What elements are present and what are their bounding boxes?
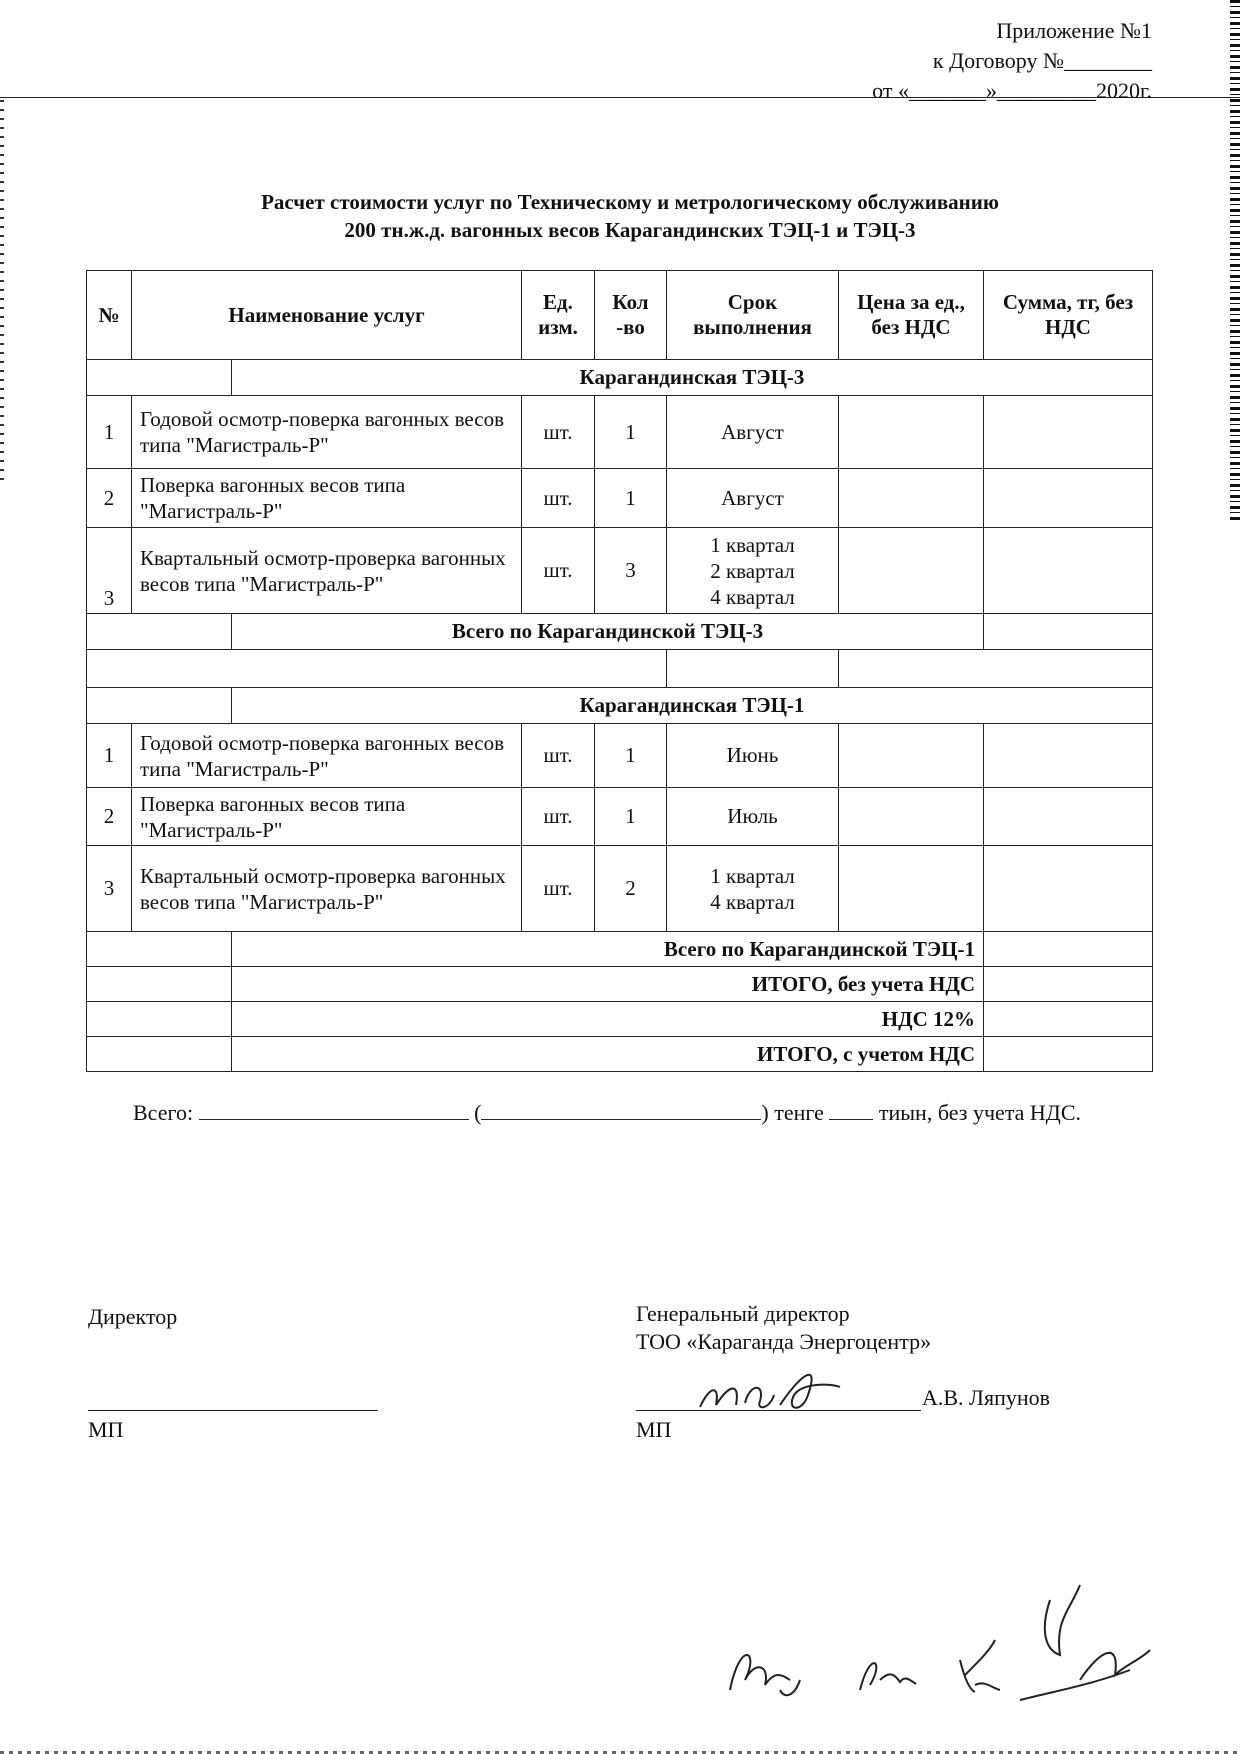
total-with-vat-label: ИТОГО, с учетом НДС — [232, 1037, 984, 1072]
header-term: Срок выполнения — [667, 271, 839, 360]
subtotal-row-tec3 — [87, 614, 1153, 650]
right-signatory-block — [636, 1300, 931, 1356]
row-num: 3 — [87, 846, 132, 932]
row-service-name: Поверка вагонных весов типа "Магистраль-Р" — [132, 788, 522, 846]
table-row — [87, 469, 1153, 528]
row-sum — [984, 788, 1153, 846]
vat-row — [87, 1002, 1153, 1037]
row-price — [839, 528, 984, 614]
appendix-number: Приложение №1 — [996, 18, 1152, 43]
row-unit: шт. — [522, 788, 595, 846]
appendix-reference — [872, 16, 1152, 106]
row-num: 1 — [87, 396, 132, 469]
row-service-name: Квартальный осмотр-проверка вагонных весов типа "Магистраль-Р" — [132, 846, 522, 932]
subtotal-value-tec3 — [984, 614, 1153, 650]
row-service-name: Годовой осмотр-поверка вагонных весов типа "Магистраль-Р" — [132, 724, 522, 788]
left-signature-line — [88, 1410, 378, 1411]
contract-date: от «_______»_________2020г. — [872, 78, 1152, 103]
vat-value — [984, 1002, 1153, 1037]
row-qty: 3 — [595, 528, 667, 614]
tiyn-blank — [829, 1101, 873, 1120]
header-name: Наименование услуг — [132, 271, 522, 360]
sum-words-blank — [481, 1101, 761, 1120]
subtotal-label-tec1: Всего по Карагандинской ТЭЦ-1 — [232, 932, 984, 967]
header-price: Цена за ед., без НДС — [839, 271, 984, 360]
row-term: Июнь — [667, 724, 839, 788]
left-stamp-label: МП — [88, 1417, 124, 1442]
header-unit: Ед. изм. — [522, 271, 595, 360]
row-qty: 1 — [595, 788, 667, 846]
row-price — [839, 469, 984, 528]
table-row — [87, 528, 1153, 614]
total-without-vat-value — [984, 967, 1153, 1002]
row-sum — [984, 528, 1153, 614]
scan-edge-marks-right — [1230, 0, 1240, 520]
row-unit: шт. — [522, 469, 595, 528]
right-signatory-company: ТОО «Караганда Энергоцентр» — [636, 1329, 932, 1354]
vat-label: НДС 12% — [232, 1002, 984, 1037]
sum-in-words-line — [133, 1100, 1081, 1126]
row-term — [667, 846, 839, 932]
row-term — [667, 528, 839, 614]
row-qty: 1 — [595, 724, 667, 788]
sum-amount-blank — [199, 1101, 469, 1120]
row-sum — [984, 469, 1153, 528]
term-quarter: 1 квартал — [710, 863, 795, 888]
table-row — [87, 788, 1153, 846]
title-line-2: 200 тн.ж.д. вагонных весов Карагандинских ТЭЦ-1 и ТЭЦ-3 — [344, 218, 916, 242]
row-num: 2 — [87, 788, 132, 846]
table-header-row — [87, 271, 1153, 360]
tiyn-label: тиын, без учета НДС. — [878, 1100, 1081, 1125]
header-num: № — [87, 271, 132, 360]
row-unit: шт. — [522, 724, 595, 788]
header-qty: Кол -во — [595, 271, 667, 360]
row-qty: 1 — [595, 396, 667, 469]
table-row — [87, 846, 1153, 932]
row-service-name: Квартальный осмотр-проверка вагонных весов типа "Магистраль-Р" — [132, 528, 522, 614]
row-term: Август — [667, 469, 839, 528]
total-without-vat-label: ИТОГО, без учета НДС — [232, 967, 984, 1002]
empty-row — [87, 650, 1153, 688]
cost-table — [86, 270, 1153, 1072]
row-service-name: Годовой осмотр-поверка вагонных весов типа "Магистраль-Р" — [132, 396, 522, 469]
sum-label: Всего: — [133, 1100, 194, 1125]
row-term: Август — [667, 396, 839, 469]
row-unit: шт. — [522, 846, 595, 932]
total-with-vat-value — [984, 1037, 1153, 1072]
document-title — [180, 188, 1080, 244]
term-quarter: 2 квартал — [710, 558, 795, 583]
row-term: Июль — [667, 788, 839, 846]
scan-edge-marks-left — [0, 100, 4, 480]
right-signatory-title: Генеральный директор — [636, 1301, 850, 1326]
total-with-vat-row — [87, 1037, 1153, 1072]
term-quarter: 1 квартал — [710, 532, 795, 557]
term-quarter: 4 квартал — [710, 584, 795, 609]
row-num: 3 — [87, 528, 132, 614]
row-price — [839, 724, 984, 788]
row-sum — [984, 724, 1153, 788]
row-sum — [984, 846, 1153, 932]
total-without-vat-row — [87, 967, 1153, 1002]
section-title-tec1: Карагандинская ТЭЦ-1 — [232, 688, 1153, 724]
row-qty: 2 — [595, 846, 667, 932]
handwritten-signature — [690, 1365, 850, 1425]
right-signatory-name: А.В. Ляпунов — [922, 1385, 1051, 1410]
row-price — [839, 788, 984, 846]
tenge-label: ) тенге — [761, 1100, 824, 1125]
row-num: 1 — [87, 724, 132, 788]
row-sum — [984, 396, 1153, 469]
term-quarter: 4 квартал — [710, 889, 795, 914]
subtotal-row-tec1 — [87, 932, 1153, 967]
title-line-1: Расчет стоимости услуг по Техническому и метрологическому обслуживанию — [261, 190, 999, 214]
initials-marks — [720, 1580, 1170, 1710]
right-stamp-label: МП — [636, 1417, 672, 1442]
row-qty: 1 — [595, 469, 667, 528]
subtotal-label-tec3: Всего по Карагандинской ТЭЦ-3 — [232, 614, 984, 650]
row-price — [839, 846, 984, 932]
row-unit: шт. — [522, 396, 595, 469]
row-num: 2 — [87, 469, 132, 528]
row-price — [839, 396, 984, 469]
table-row — [87, 724, 1153, 788]
section-title-tec3: Карагандинская ТЭЦ-3 — [232, 360, 1153, 396]
contract-number: к Договору №________ — [932, 48, 1152, 73]
row-unit: шт. — [522, 528, 595, 614]
left-signatory-title: Директор — [88, 1304, 178, 1329]
header-sum: Сумма, тг, без НДС — [984, 271, 1153, 360]
open-paren: ( — [474, 1100, 482, 1125]
subtotal-value-tec1 — [984, 932, 1153, 967]
section-header-tec3 — [87, 360, 1153, 396]
table-row — [87, 396, 1153, 469]
section-header-tec1 — [87, 688, 1153, 724]
row-service-name: Поверка вагонных весов типа "Магистраль-Р" — [132, 469, 522, 528]
